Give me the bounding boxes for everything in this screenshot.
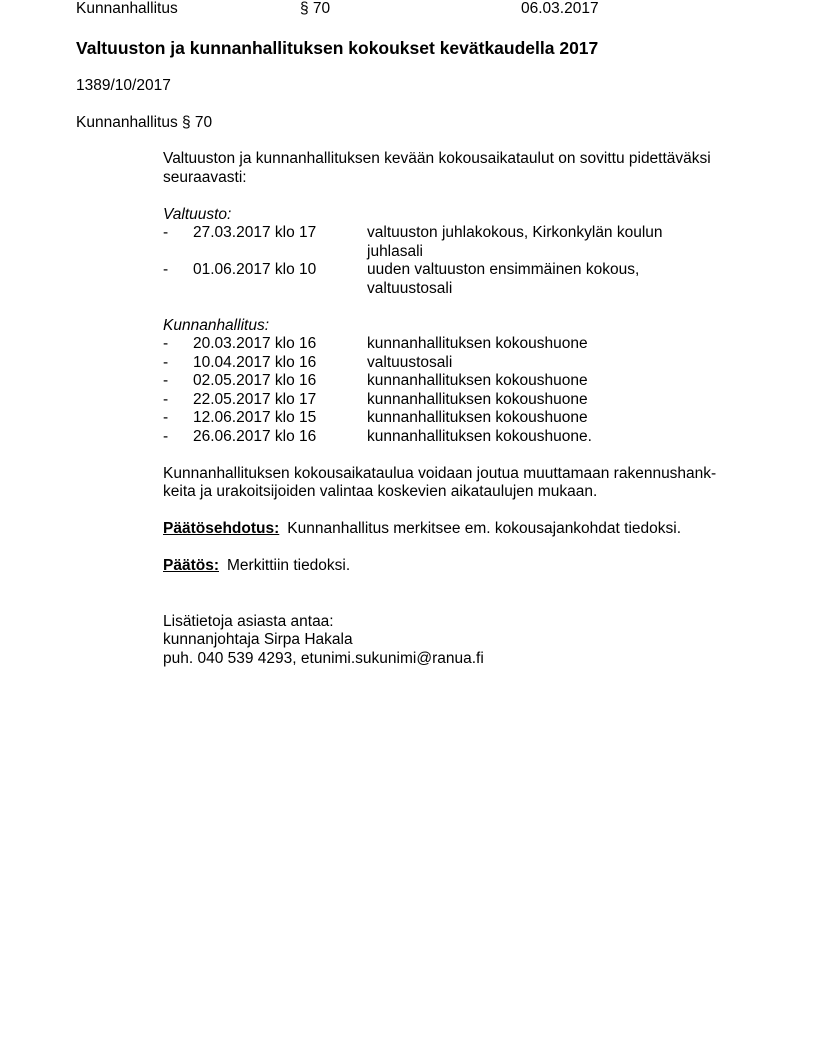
board-item: - 12.06.2017 klo 15 kunnanhallituksen kokoushuone [163, 409, 763, 428]
document-title: Valtuuston ja kunnanhallituksen kokoukset kevätkaudella 2017 [76, 38, 599, 58]
header-section: § 70 [300, 0, 331, 17]
board-item-date: 12.06.2017 klo 15 [193, 409, 317, 426]
note-line-2: keita ja urakoitsijoiden valintaa koskevien aikataulujen mukaan. [163, 483, 598, 500]
council-item: - 27.03.2017 klo 17 valtuuston juhlakokous, Kirkonkylän koulun juhlasali [163, 224, 763, 261]
header-date: 06.03.2017 [521, 0, 599, 17]
section-line: Kunnanhallitus § 70 [76, 114, 213, 131]
board-item: - 02.05.2017 klo 16 kunnanhallituksen kokoushuone [163, 372, 763, 391]
proposal-paragraph [163, 520, 763, 539]
decision-label: Päätös: [163, 557, 219, 574]
council-item-desc: valtuuston juhlakokous, Kirkonkylän koulun juhlasali [367, 224, 663, 260]
board-item-date: 10.04.2017 klo 16 [193, 353, 317, 371]
board-item-date: 20.03.2017 klo 16 [193, 335, 317, 352]
board-item-desc: valtuustosali [367, 353, 453, 371]
board-item-desc: kunnanhallituksen kokoushuone [367, 335, 588, 352]
contact-line-2: kunnanjohtaja Sirpa Hakala [163, 631, 353, 648]
board-item: - 22.05.2017 klo 17 kunnanhallituksen kokoushuone [163, 391, 763, 410]
council-item-date: 27.03.2017 klo 17 [193, 224, 317, 241]
board-item: - 10.04.2017 klo 16 valtuustosali [163, 354, 763, 373]
decision-paragraph [163, 557, 763, 576]
board-item-desc: kunnanhallituksen kokoushuone [367, 409, 588, 426]
council-heading: Valtuusto: [163, 205, 232, 223]
contact-line-3: puh. 040 539 4293, etunimi.sukunimi@ranua.fi [163, 649, 484, 667]
board-item-desc: kunnanhallituksen kokoushuone [367, 372, 588, 389]
board-item-date: 22.05.2017 klo 17 [193, 390, 317, 408]
decision-text: Merkittiin tiedoksi. [227, 557, 351, 574]
board-item-date: 26.06.2017 klo 16 [193, 427, 317, 445]
council-item-date: 01.06.2017 klo 10 [193, 261, 317, 278]
header-organ: Kunnanhallitus [76, 0, 178, 17]
proposal-label: Päätösehdotus: [163, 520, 280, 537]
board-heading: Kunnanhallitus: [163, 316, 269, 334]
document-body [163, 150, 763, 668]
board-item: - 26.06.2017 klo 16 kunnanhallituksen kokoushuone. [163, 428, 763, 447]
contact-line-1: Lisätietoja asiasta antaa: [163, 612, 334, 630]
council-item: - 01.06.2017 klo 10 uuden valtuuston ensimmäinen kokous, valtuustosali [163, 261, 763, 298]
intro-text: Valtuuston ja kunnanhallituksen kevään kokousaikataulut on sovittu pidettäväksi seuraavasti: [163, 150, 711, 186]
proposal-text: Kunnanhallitus merkitsee em. kokousajankohdat tiedoksi. [287, 520, 682, 537]
board-item: - 20.03.2017 klo 16 kunnanhallituksen kokoushuone [163, 335, 763, 354]
council-item-desc: uuden valtuuston ensimmäinen kokous, valtuustosali [367, 261, 640, 297]
board-item-desc: kunnanhallituksen kokoushuone. [367, 427, 592, 445]
reference-number: 1389/10/2017 [76, 77, 171, 94]
board-item-date: 02.05.2017 klo 16 [193, 372, 317, 389]
board-item-desc: kunnanhallituksen kokoushuone [367, 390, 588, 408]
note-line-1: Kunnanhallituksen kokousaikataulua voidaan joutua muuttamaan rakennushank- [163, 464, 717, 482]
